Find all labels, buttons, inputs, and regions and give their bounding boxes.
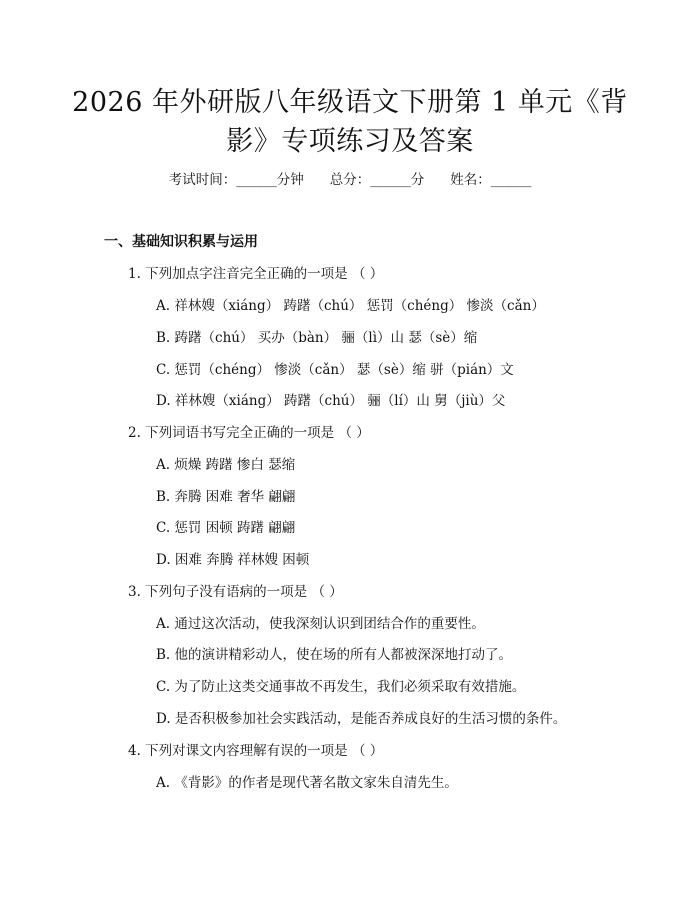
question-1-option-d: D. 祥林嫂（xiáng） 踌躇（chú） 骊（lí）山 舅（jiù）父 [156,393,506,409]
page-title-line-1: 2026 年外研版八年级语文下册第 1 单元《背 [72,87,628,118]
question-1-option-b: B. 踌躇（chú） 买办（bàn） 骊（lì）山 瑟（sè）缩 [156,330,478,346]
question-2-stem: 2. 下列词语书写完全正确的一项是 （ ） [128,425,370,441]
question-2-option-d: D. 困难 奔腾 祥林嫂 困顿 [156,552,310,568]
question-2-option-c: C. 惩罚 困顿 踌躇 翩翩 [156,520,296,536]
exam-name: 姓名：______ [450,172,532,188]
question-3-stem: 3. 下列句子没有语病的一项是 （ ） [128,584,343,600]
exam-time: 考试时间：______分钟 [168,172,304,188]
question-3-option-b: B. 他的演讲精彩动人，使在场的所有人都被深深地打动了。 [156,647,513,663]
question-4-option-a: A. 《背影》的作者是现代著名散文家朱自清先生。 [156,775,458,791]
question-2-option-b: B. 奔腾 困难 奢华 翩翩 [156,489,296,505]
exam-meta [0,168,700,188]
question-4-stem: 4. 下列对课文内容理解有误的一项是 （ ） [128,743,384,759]
question-3-option-d: D. 是否积极参加社会实践活动，是能否养成良好的生活习惯的条件。 [156,711,567,727]
question-3-option-c: C. 为了防止这类交通事故不再发生，我们必须采取有效措施。 [156,679,526,695]
question-3-option-a: A. 通过这次活动，使我深刻认识到团结合作的重要性。 [156,616,485,632]
question-1-stem: 1. 下列加点字注音完全正确的一项是 （ ） [128,266,384,282]
exam-total-score: 总分：______分 [329,172,425,188]
question-1-option-c: C. 惩罚（chéng） 惨淡（cǎn） 瑟（sè）缩 骈（pián）文 [156,362,514,378]
page-title-line-2: 影》专项练习及答案 [226,126,474,157]
question-2-option-a: A. 烦燥 踌躇 惨白 瑟缩 [156,457,296,473]
question-1-option-a: A. 祥林嫂（xiáng） 踌躇（chú） 惩罚（chéng） 惨淡（cǎn） [156,298,545,314]
section-heading: 一、基础知识积累与运用 [104,234,258,250]
